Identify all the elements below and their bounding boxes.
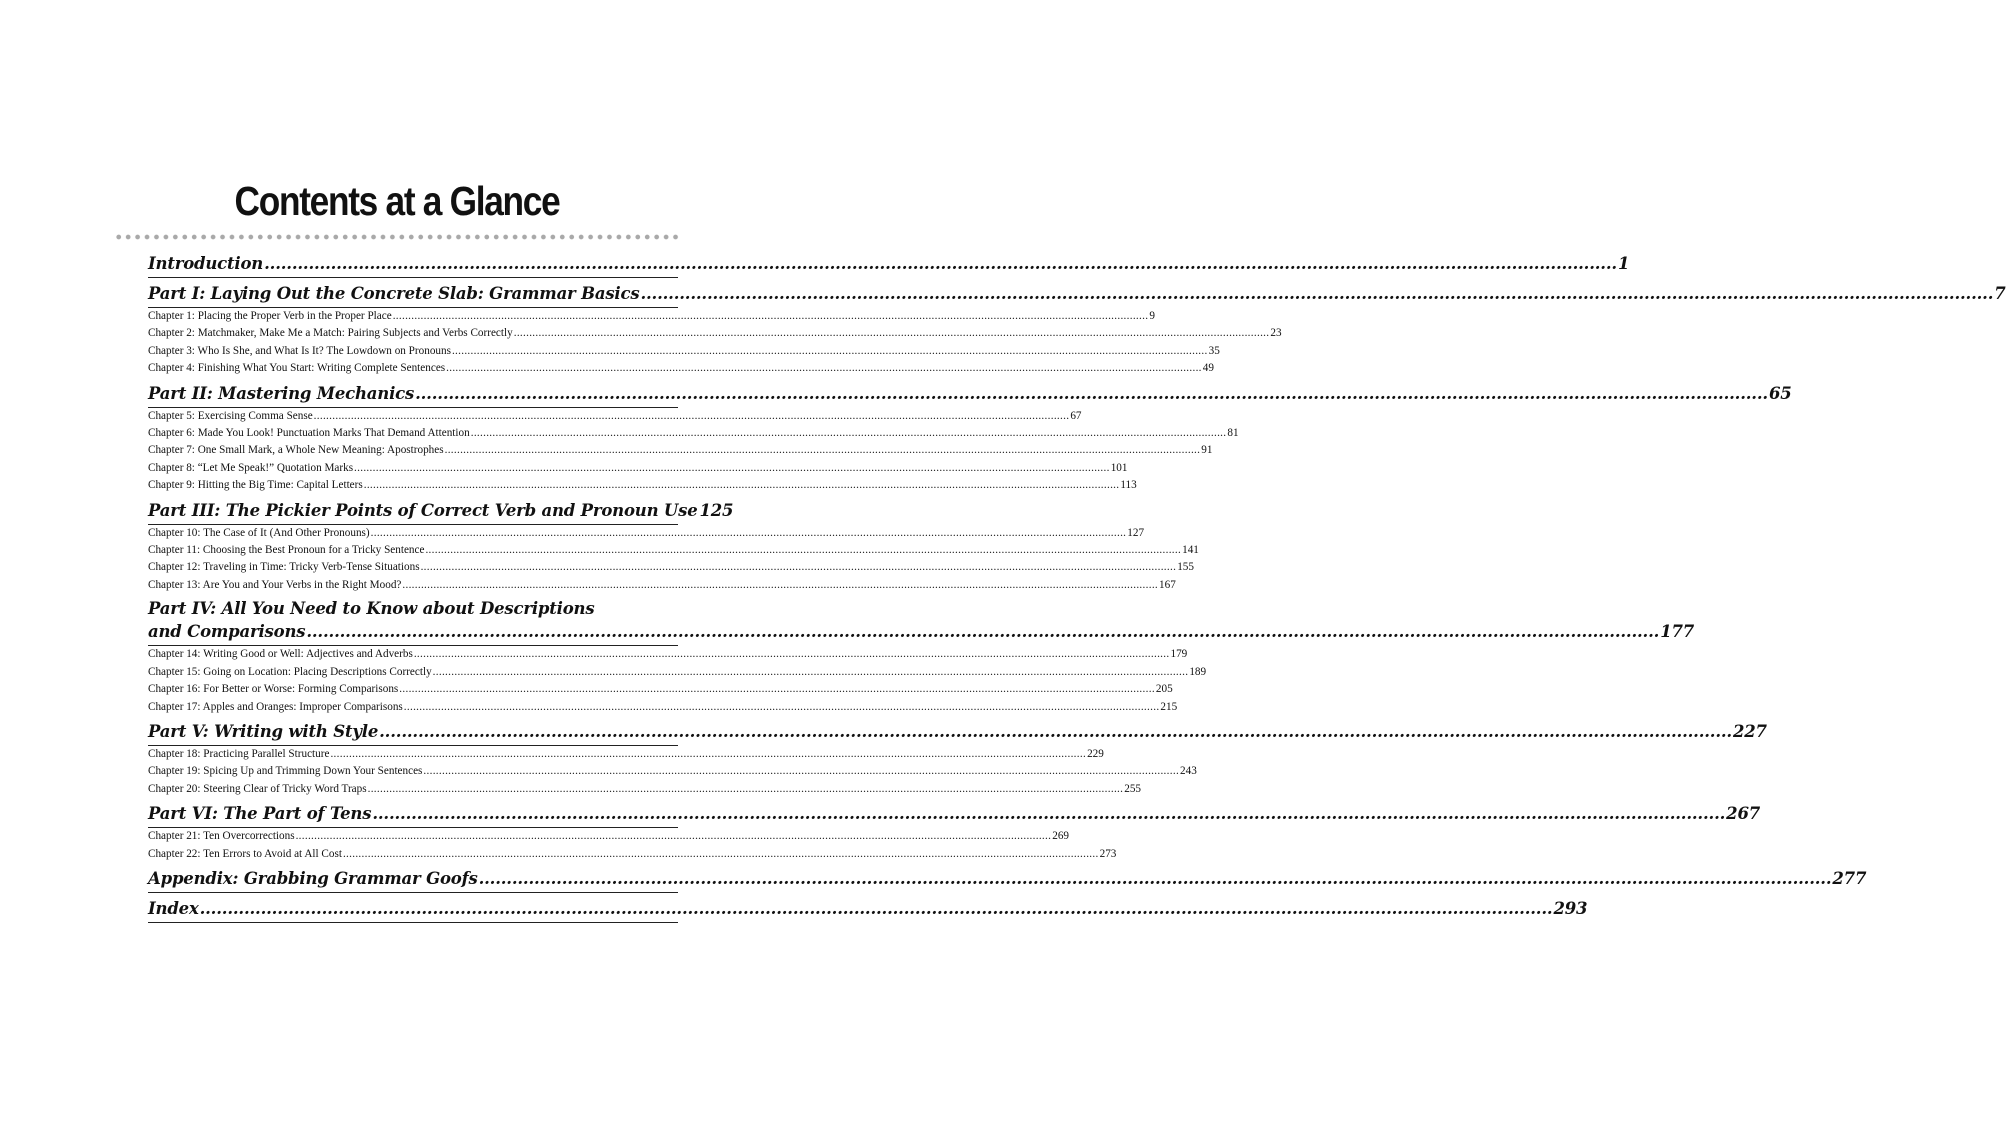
dot-leader — [330, 746, 1086, 763]
toc-chapter-entry[interactable] — [148, 559, 1194, 576]
part-heading — [148, 282, 2006, 308]
part-title-line: Part IV: All You Need to Know about Descriptions — [148, 599, 595, 619]
page-number: 273 — [1099, 847, 1117, 860]
toc-part-entry[interactable] — [148, 282, 2006, 306]
page-number: 205 — [1155, 683, 1173, 696]
dot-leader — [306, 620, 1659, 644]
toc-chapter-entry[interactable] — [148, 460, 1128, 477]
part-title: Index — [148, 898, 199, 918]
dot-leader — [421, 559, 1177, 576]
part-title: Part III: The Pickier Points of Correct Verb and Pronoun Use — [148, 500, 698, 520]
dot-leader — [393, 308, 1149, 325]
dot-leader — [264, 252, 1617, 276]
chapter-title: Chapter 7: One Small Mark, a Whole New Meaning: Apostrophes — [148, 444, 444, 457]
page-number: 277 — [1832, 868, 1867, 888]
toc-chapter-entry[interactable] — [148, 525, 1145, 542]
toc-part-entry[interactable] — [148, 802, 1761, 826]
page-number: 167 — [1159, 578, 1176, 591]
page-number: 243 — [1180, 765, 1197, 778]
toc-chapter-entry[interactable] — [148, 425, 1239, 442]
toc-part-entry[interactable] — [148, 867, 1867, 891]
dot-leader — [415, 382, 1768, 406]
dot-leader — [446, 360, 1202, 377]
page-number: 81 — [1227, 427, 1239, 440]
page-number: 9 — [1149, 310, 1155, 322]
page-number: 7 — [1994, 284, 2006, 303]
dot-leader — [354, 460, 1110, 477]
page-number: 113 — [1120, 479, 1137, 492]
page-number: 125 — [699, 500, 734, 520]
part-title: Introduction — [148, 254, 264, 273]
toc-part-entry[interactable] — [148, 620, 1695, 644]
dot-leader — [200, 897, 1553, 921]
toc-chapter-entry[interactable] — [148, 746, 1104, 763]
dot-leader — [343, 846, 1099, 863]
dot-leader — [479, 867, 1832, 891]
chapter-list — [148, 646, 1207, 716]
chapter-list — [148, 408, 1239, 495]
chapter-title: Chapter 8: “Let Me Speak!” Quotation Marks — [148, 461, 354, 474]
toc-chapter-entry[interactable] — [148, 781, 1142, 798]
toc-part-entry[interactable] — [148, 720, 1767, 744]
part-title: Part VI: The Part of Tens — [148, 804, 372, 824]
page-number: 101 — [1110, 461, 1128, 474]
toc-chapter-entry[interactable] — [148, 542, 1199, 559]
page-number: 35 — [1208, 344, 1220, 357]
page-number: 1 — [1617, 254, 1630, 273]
toc-chapter-entry[interactable] — [148, 408, 1082, 425]
page-number: 215 — [1160, 700, 1178, 713]
chapter-title: Chapter 2: Matchmaker, Make Me a Match: Pairing Subjects and Verbs Correctly — [148, 327, 513, 340]
chapter-title: Chapter 18: Practicing Parallel Structure — [148, 747, 330, 760]
dot-leader — [452, 343, 1208, 360]
toc-chapter-entry[interactable] — [148, 325, 1282, 342]
chapter-title: Chapter 11: Choosing the Best Pronoun for a Tricky Sentence — [148, 544, 425, 557]
page-number: 269 — [1052, 830, 1069, 843]
part-title: Part II: Mastering Mechanics — [148, 383, 415, 403]
dot-leader — [433, 664, 1189, 681]
chapter-title: Chapter 14: Writing Good or Well: Adjectives and Adverbs — [148, 648, 413, 661]
dot-leader — [514, 325, 1270, 342]
chapter-list — [148, 525, 1199, 595]
chapter-title: Chapter 10: The Case of It (And Other Pronouns) — [148, 526, 370, 539]
chapter-list — [148, 828, 1117, 863]
page-number: 255 — [1124, 782, 1142, 795]
dot-leader — [402, 577, 1158, 594]
chapter-title: Chapter 22: Ten Errors to Avoid at All Cost — [148, 847, 342, 860]
page-number: 229 — [1087, 747, 1104, 760]
toc-chapter-entry[interactable] — [148, 477, 1137, 494]
chapter-title: Chapter 21: Ten Overcorrections — [148, 830, 295, 843]
toc-part-entry[interactable] — [148, 252, 1630, 276]
page-number: 127 — [1127, 526, 1145, 539]
toc-chapter-entry[interactable] — [148, 681, 1173, 698]
dot-leader — [414, 646, 1170, 663]
chapter-title: Chapter 6: Made You Look! Punctuation Marks That Demand Attention — [148, 427, 470, 440]
page-number: 67 — [1070, 409, 1082, 422]
chapter-title: Chapter 5: Exercising Comma Sense — [148, 409, 313, 422]
dot-leader — [640, 282, 1993, 306]
page-number: 177 — [1660, 622, 1695, 642]
dot-leader — [372, 802, 1725, 826]
page-number: 293 — [1553, 898, 1588, 918]
dot-leader — [379, 720, 1732, 744]
toc-chapter-entry[interactable] — [148, 664, 1207, 681]
dotted-divider — [114, 233, 680, 241]
chapter-title: Chapter 9: Hitting the Big Time: Capital Letters — [148, 479, 363, 492]
page-title: Contents at a Glance — [234, 178, 560, 224]
dot-leader — [368, 781, 1124, 798]
chapter-title: Chapter 12: Traveling in Time: Tricky Verb-Tense Situations — [148, 561, 420, 574]
chapter-title: Chapter 20: Steering Clear of Tricky Word Traps — [148, 782, 367, 795]
part-heading — [148, 382, 1792, 408]
dot-leader — [364, 477, 1120, 494]
part-heading — [148, 802, 1761, 828]
chapter-title: Chapter 3: Who Is She, and What Is It? The Lowdown on Pronouns — [148, 344, 451, 357]
page-number: 227 — [1732, 721, 1767, 741]
chapter-list — [148, 746, 1197, 798]
part-title: Part I: Laying Out the Concrete Slab: Grammar Basics — [148, 284, 640, 303]
page-number: 155 — [1177, 561, 1194, 574]
dot-leader — [445, 442, 1201, 459]
page-number: 179 — [1170, 648, 1188, 661]
toc-chapter-entry[interactable] — [148, 360, 1214, 377]
table-of-contents — [148, 252, 2006, 925]
part-title: Appendix: Grabbing Grammar Goofs — [148, 868, 478, 888]
chapter-list — [148, 308, 1282, 378]
page-number: 23 — [1270, 327, 1282, 340]
toc-chapter-entry[interactable] — [148, 646, 1188, 663]
toc-chapter-entry[interactable] — [148, 828, 1069, 845]
page-number: 189 — [1189, 665, 1207, 678]
dot-leader — [423, 763, 1179, 780]
dot-leader — [425, 542, 1181, 559]
chapter-title: Chapter 17: Apples and Oranges: Improper Comparisons — [148, 700, 403, 713]
part-title: and Comparisons — [148, 622, 306, 642]
toc-chapter-entry[interactable] — [148, 343, 1220, 360]
page-number: 91 — [1201, 444, 1213, 457]
chapter-title: Chapter 13: Are You and Your Verbs in the Right Mood? — [148, 578, 402, 591]
dot-leader — [404, 699, 1160, 716]
dot-leader — [296, 828, 1052, 845]
page-number: 141 — [1182, 544, 1199, 557]
dot-leader — [314, 408, 1070, 425]
part-heading — [148, 252, 1630, 278]
dot-leader — [399, 681, 1155, 698]
page-number: 267 — [1726, 804, 1761, 824]
page-number: 65 — [1768, 383, 1792, 403]
dot-leader — [471, 425, 1227, 442]
toc-part-entry[interactable] — [148, 897, 1588, 921]
dot-leader — [371, 525, 1127, 542]
toc-part-entry[interactable] — [148, 499, 734, 523]
toc-chapter-entry[interactable] — [148, 308, 1155, 325]
chapter-title: Chapter 4: Finishing What You Start: Writing Complete Sentences — [148, 362, 446, 375]
part-title: Part V: Writing with Style — [148, 721, 379, 741]
part-heading — [148, 897, 1588, 923]
part-heading — [148, 867, 1867, 893]
page-number: 49 — [1202, 362, 1214, 375]
toc-chapter-entry[interactable] — [148, 699, 1178, 716]
chapter-title: Chapter 16: For Better or Worse: Forming Comparisons — [148, 683, 399, 696]
chapter-title: Chapter 1: Placing the Proper Verb in the Proper Place — [148, 310, 392, 322]
toc-chapter-entry[interactable] — [148, 577, 1176, 594]
toc-part-entry[interactable] — [148, 382, 1792, 406]
chapter-title: Chapter 15: Going on Location: Placing Descriptions Correctly — [148, 665, 432, 678]
part-heading — [148, 720, 1767, 746]
toc-chapter-entry[interactable] — [148, 442, 1213, 459]
toc-chapter-entry[interactable] — [148, 763, 1197, 780]
part-heading — [148, 598, 1695, 646]
part-heading — [148, 499, 734, 525]
chapter-title: Chapter 19: Spicing Up and Trimming Down Your Sentences — [148, 765, 423, 778]
toc-chapter-entry[interactable] — [148, 846, 1117, 863]
